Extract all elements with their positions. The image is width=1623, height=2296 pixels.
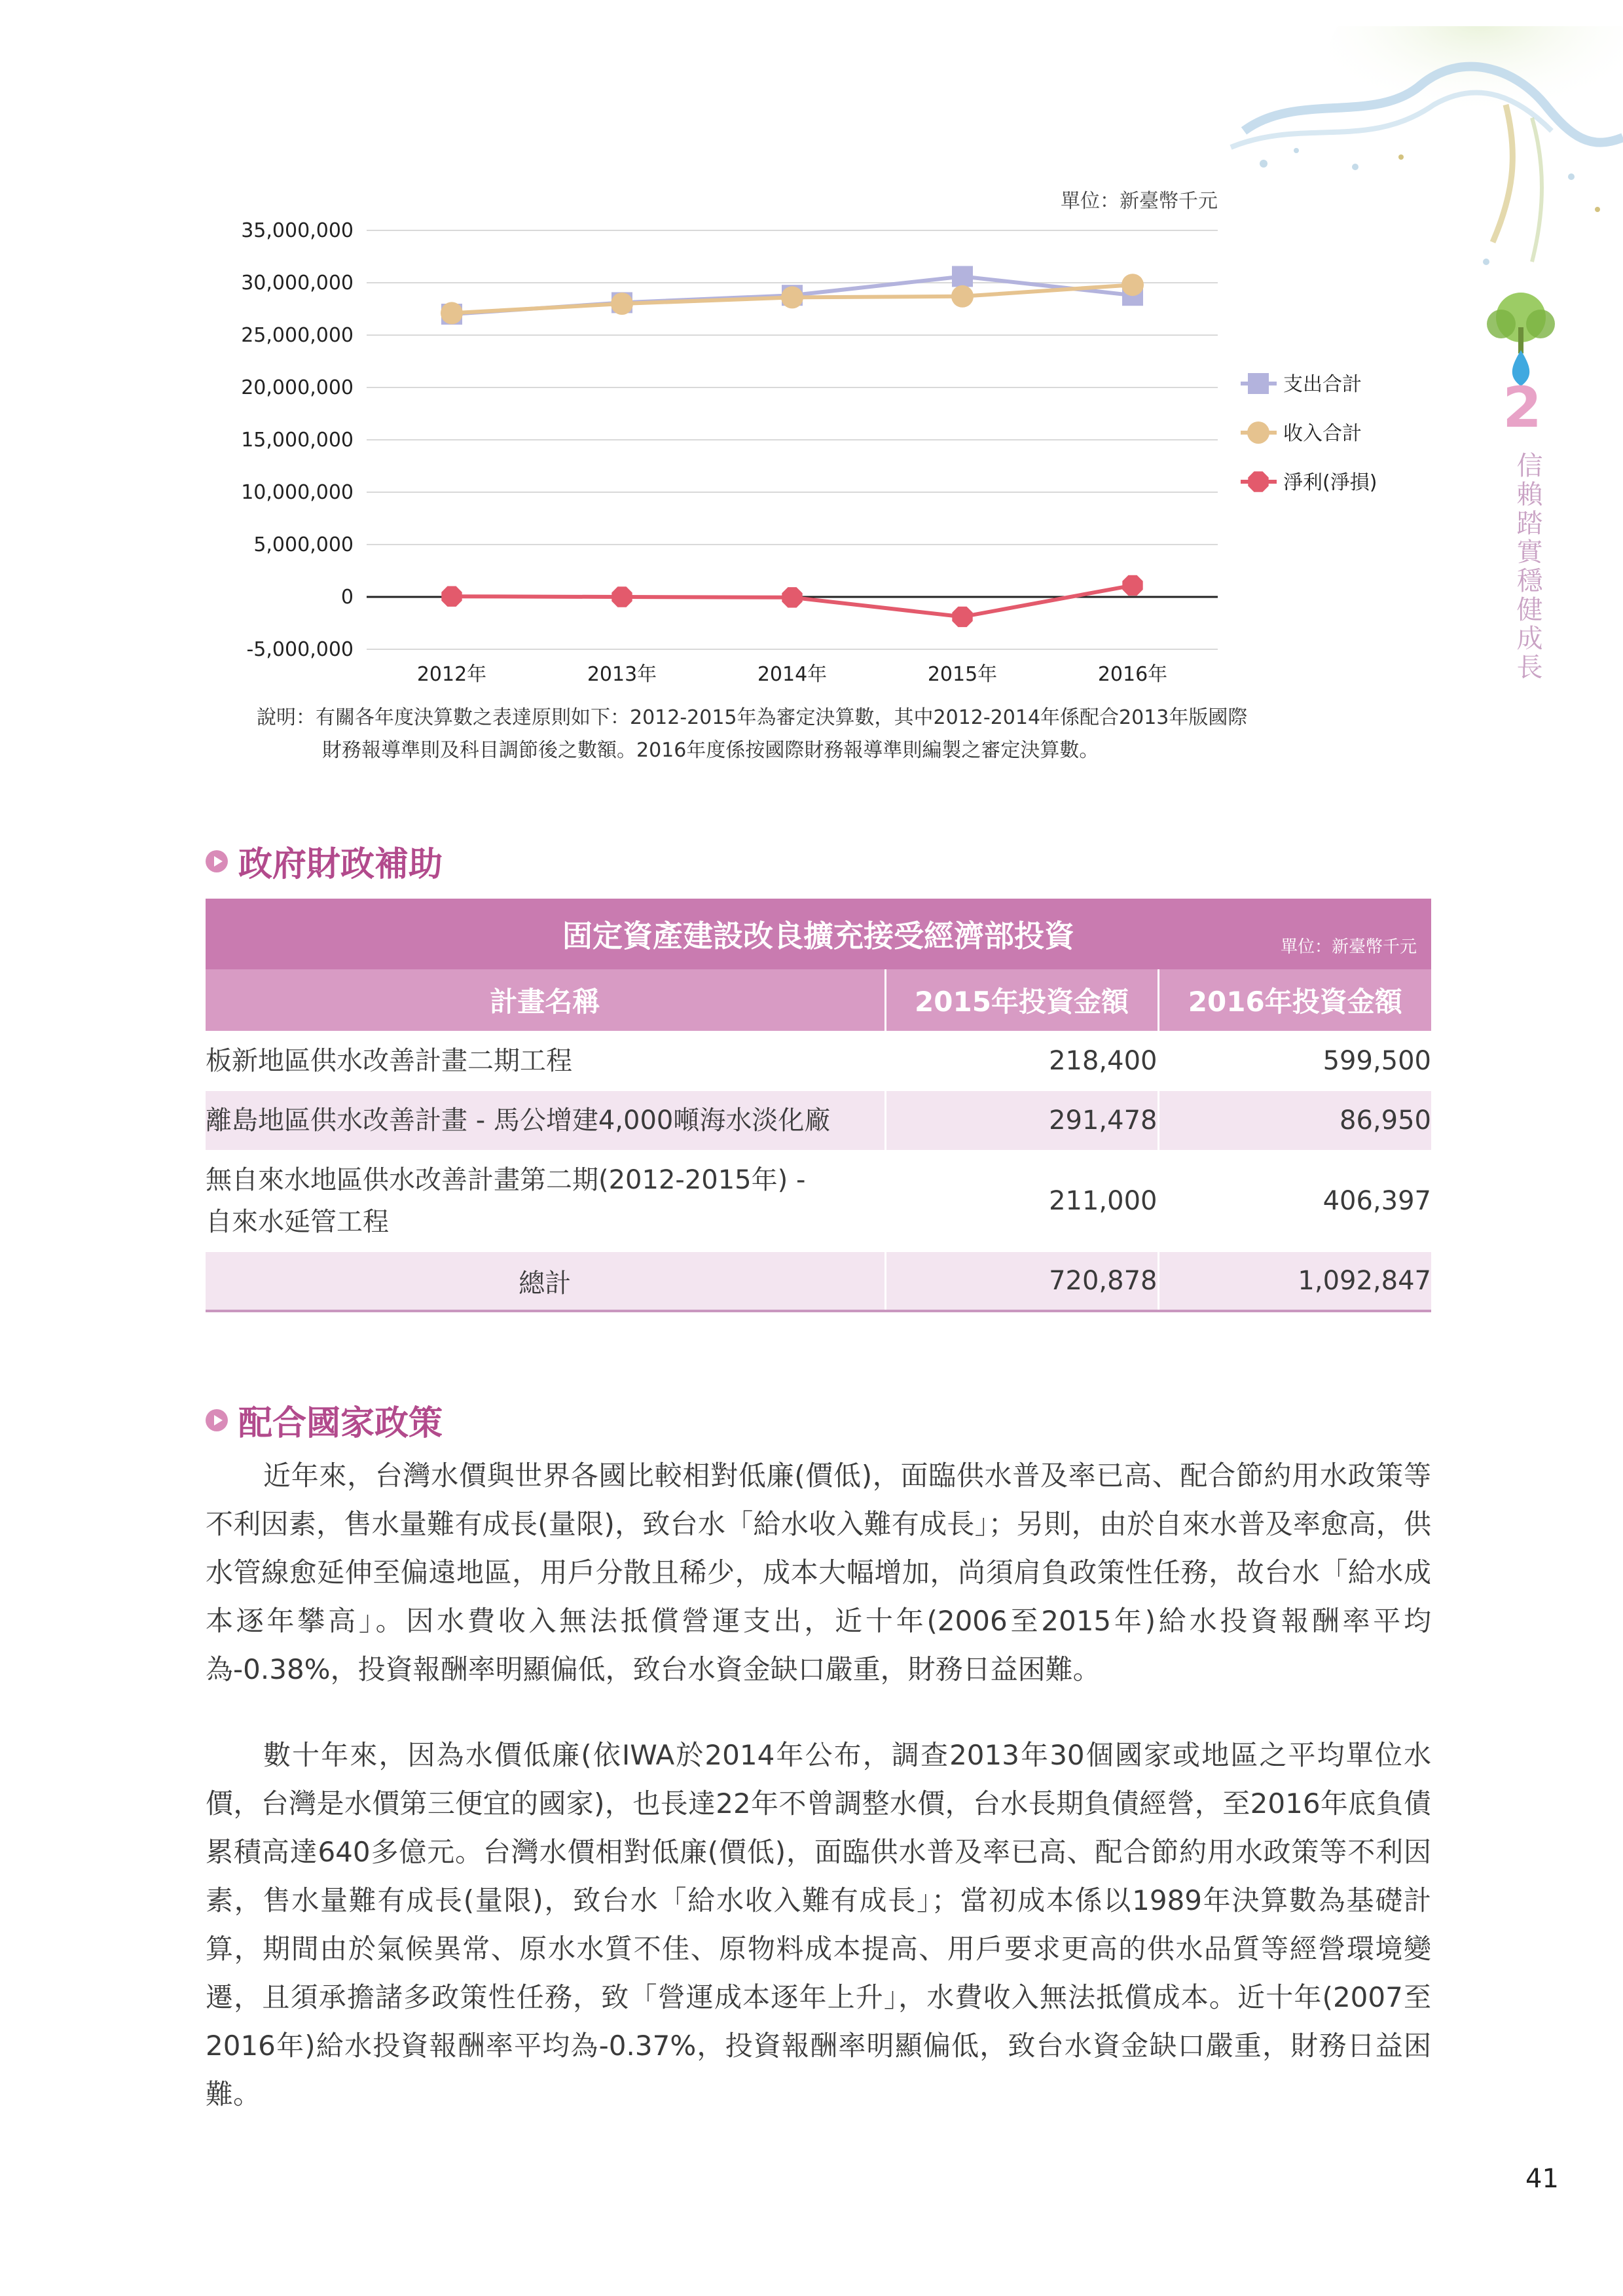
table-header-row [206,969,1431,1031]
body-paragraph-2: 數十年來，因為水價低廉(依IWA於2014年公布，調查2013年30個國家或地區之平均單位水價，台灣是水價第三便宜的國家)，也長達22年不曾調整水價，台水長期負債經營，至2016年底負債累積高達640多億元。台灣水價相對低廉(價低)，面臨供水普及率已高、配合節約用水政策等不利因素，售水量難有成長(量限)，致台水「給水收入難有成長」；當初成本係以1989年決算數為基礎計算，期間由於氣候異常、原水水質不佳、原物料成本提高、用戶要求更高的供水品質等經營環境變遷，且須承擔諸多政策性任務，致「營運成本逐年上升」，水費收入無法抵償成本。近十年(2007至2016年)給水投資報酬率平均為-0.37%，投資報酬率明顯偏低，致台水資金缺口嚴重，財務日益困難。 [206,1739,1431,2110]
x-tick-label: 2014年 [757,663,828,686]
data-point [611,293,633,315]
x-tick-label: 2012年 [416,663,487,686]
table-total-row [206,1252,1431,1311]
table-row [206,1091,1431,1150]
amount-2016: 86,950 [1158,1091,1431,1150]
y-tick-label: 10,000,000 [241,481,354,504]
amount-2016: 599,500 [1158,1031,1431,1091]
header-2016-amount: 2016年投資金額 [1158,969,1431,1031]
section-heading-policy [206,1395,443,1444]
project-name [206,1150,885,1252]
data-point [952,607,972,627]
data-point [782,587,802,607]
amount-2015: 218,400 [885,1031,1158,1091]
investment-table [206,899,1431,1312]
amount-2015: 211,000 [885,1150,1158,1252]
chart-note-line2: 財務報導準則及科目調節後之數額。2016年度係按國際財務報導準則編製之審定決算數。 [322,739,1099,762]
play-bullet-icon [206,850,228,872]
project-name: 板新地區供水改善計畫二期工程 [206,1046,572,1076]
y-tick-label: 15,000,000 [241,429,354,452]
chart-note-line1: 說明：有關各年度決算數之表達原則如下：2012-2015年為審定決算數，其中2012-2014年係配合2013年版國際 [257,706,1248,729]
chart-unit-label: 單位：新臺幣千元 [1061,190,1218,213]
project-name-line2: 自來水延管工程 [206,1207,389,1237]
amount-2016: 406,397 [1158,1150,1431,1252]
y-tick-label: 5,000,000 [253,533,354,556]
table-unit: 單位：新臺幣千元 [1280,937,1417,957]
y-tick-label: -5,000,000 [246,638,354,661]
data-point [441,586,462,607]
chapter-title: 信賴踏實穩健成長 [1512,452,1542,682]
section-title: 政府財政補助 [238,845,443,884]
data-point [1248,471,1268,492]
page-number: 41 [1525,2164,1559,2194]
data-point [1122,274,1144,296]
project-name-line1: 無自來水地區供水改善計畫第二期(2012-2015年) - [206,1165,806,1195]
data-point [951,285,974,308]
total-2016: 1,092,847 [1158,1252,1431,1311]
y-tick-label: 30,000,000 [241,272,354,295]
data-point [1122,575,1142,596]
chart-note [257,702,1357,767]
amount-2015: 291,478 [885,1091,1158,1150]
data-point [441,302,463,324]
section-title: 配合國家政策 [238,1404,443,1443]
play-bullet-icon [206,1409,228,1431]
x-tick-label: 2015年 [927,663,998,686]
data-point [1248,373,1269,394]
total-label: 總計 [519,1268,572,1299]
chapter-number: 2 [1503,375,1542,440]
data-point [1247,422,1269,444]
section-heading-subsidy [206,836,443,886]
table-title-row [206,899,1431,969]
total-2015: 720,878 [885,1252,1158,1311]
table-title: 固定資產建設改良擴充接受經濟部投資 [562,918,1074,954]
legend-label: 淨利(淨損) [1283,471,1377,494]
header-2015-amount: 2015年投資金額 [885,969,1158,1031]
financial-line-chart [236,209,1414,694]
data-point [781,286,803,308]
y-tick-label: 25,000,000 [241,324,354,347]
table-row [206,1031,1431,1091]
body-paragraph-1: 近年來，台灣水價與世界各國比較相對低廉(價低)，面臨供水普及率已高、配合節約用水政策等不利因素，售水量難有成長(量限)，致台水「給水收入難有成長」；另則，由於自來水普及率愈高，供水管線愈延伸至偏遠地區，用戶分散且稀少，成本大幅增加，尚須肩負政策性任務，故台水「給水成本逐年攀高」。因水費收入無法抵償營運支出，近十年(2006至2015年)給水投資報酬率平均為-0.38%，投資報酬率明顯偏低，致台水資金缺口嚴重，財務日益困難。 [206,1460,1432,1685]
y-tick-label: 20,000,000 [241,376,354,399]
header-project-name: 計畫名稱 [490,986,600,1018]
legend-label: 收入合計 [1283,422,1362,445]
data-point [611,586,632,607]
legend-label: 支出合計 [1283,373,1362,396]
y-tick-label: 0 [340,586,354,609]
table-row [206,1150,1431,1252]
x-tick-label: 2013年 [587,663,657,686]
table-title-cell [206,899,1431,969]
data-point [952,266,973,287]
project-name: 離島地區供水改善計畫 - 馬公增建4,000噸海水淡化廠 [206,1105,831,1136]
x-tick-label: 2016年 [1097,663,1168,686]
y-tick-label: 35,000,000 [241,219,354,242]
